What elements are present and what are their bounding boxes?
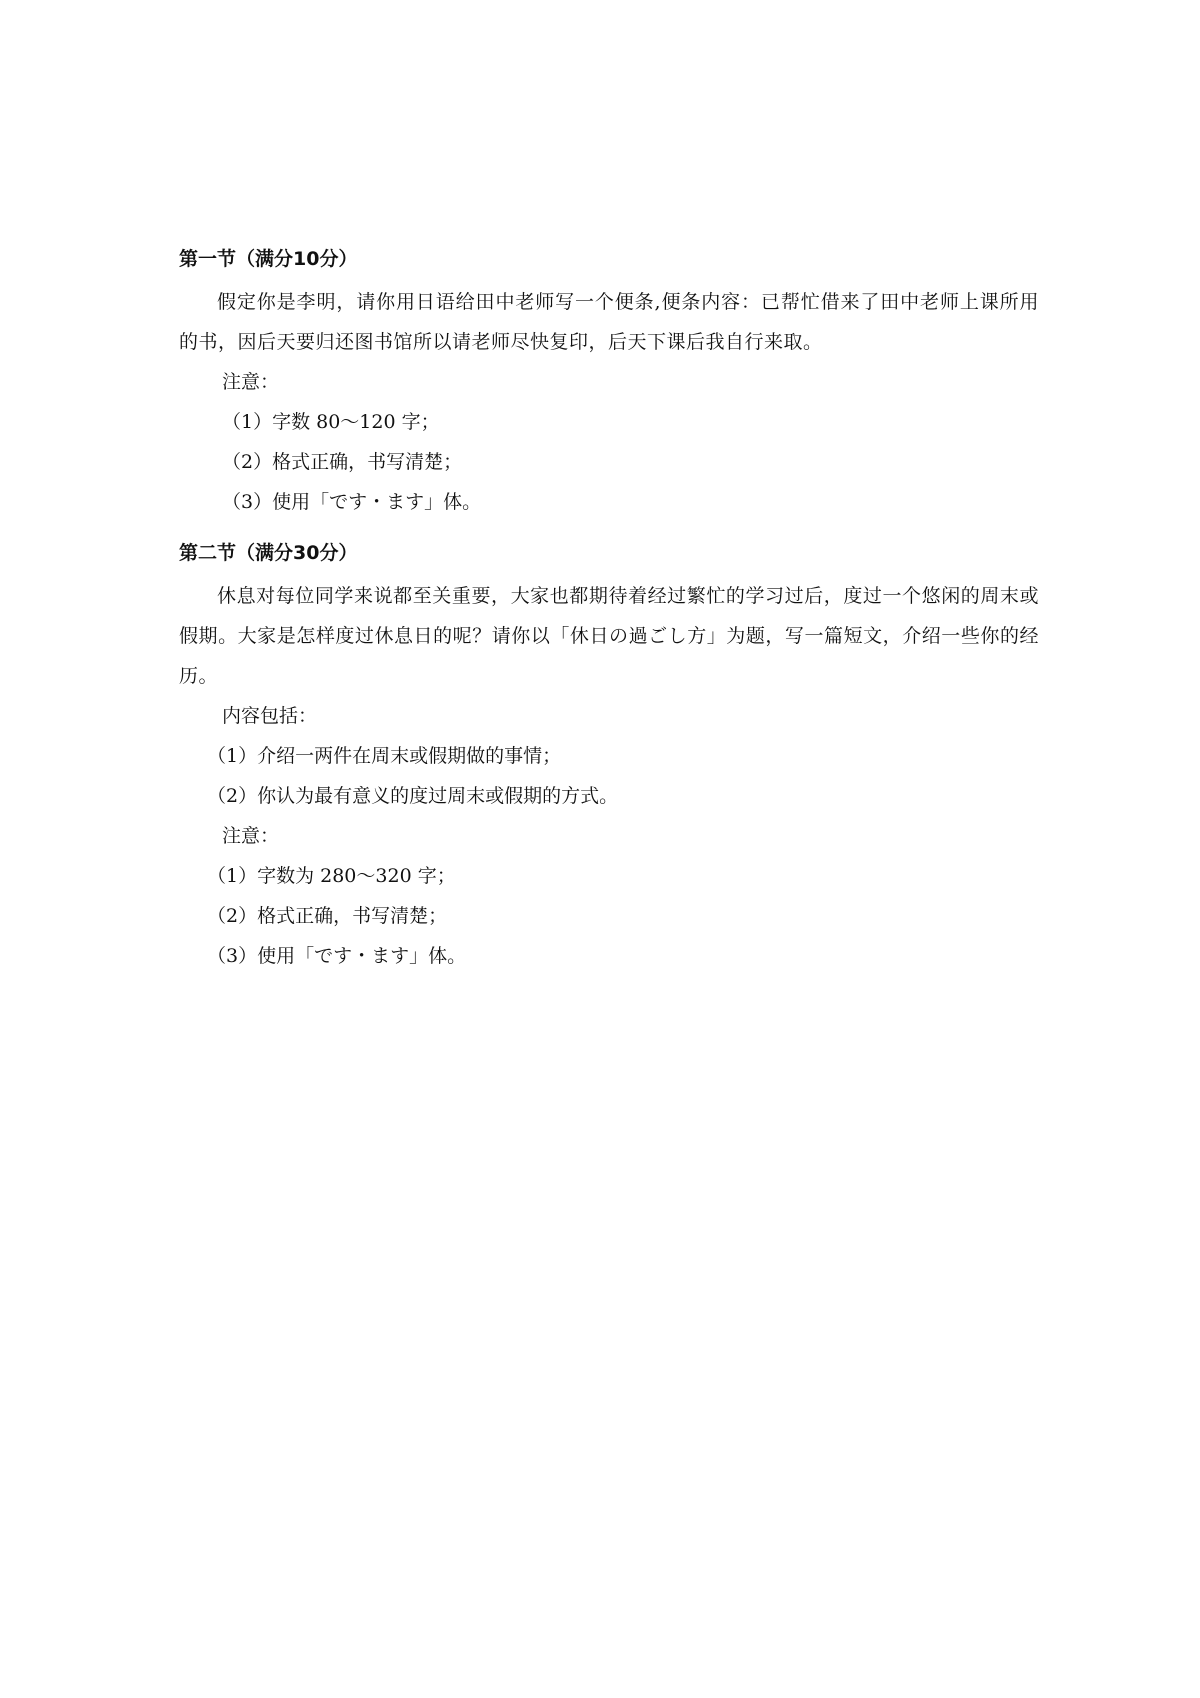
section-two-content-label: 内容包括：	[222, 705, 318, 727]
section-two-note-2: （2）格式正确，书写清楚；	[207, 905, 448, 927]
section-one	[179, 244, 1039, 522]
section-two-note-1: （1）字数为 280～320 字；	[207, 865, 456, 887]
section-one-notice-label: 注意：	[222, 371, 280, 393]
section-one-note-2: （2）格式正确，书写清楚；	[222, 451, 463, 473]
section-two-content-item-2: （2）你认为最有意义的度过周末或假期的方式。	[207, 785, 619, 807]
section-one-note-1: （1）字数 80～120 字；	[222, 411, 440, 433]
section-two-prompt: 休息对每位同学来说都至关重要，大家也都期待着经过繁忙的学习过后，度过一个悠闲的周末或假期。大家是怎样度过休息日的呢？请你以「休日の過ごし方」为题，写一篇短文，介绍一些你的经历。	[179, 585, 1039, 687]
section-one-note-3: （3）使用「です・ます」体。	[222, 491, 482, 513]
section-two-notice-label: 注意：	[222, 825, 280, 847]
writing-task-content	[179, 244, 1039, 976]
section-two-note-3: （3）使用「です・ます」体。	[207, 945, 467, 967]
section-two	[179, 538, 1039, 976]
section-one-prompt: 假定你是李明，请你用日语给田中老师写一个便条,便条内容：已帮忙借来了田中老师上课所用的书，因后天要归还图书馆所以请老师尽快复印，后天下课后我自行来取。	[179, 291, 1039, 353]
section-one-heading: 第一节（满分10分）	[179, 248, 358, 270]
section-two-content-item-1: （1）介绍一两件在周末或假期做的事情；	[207, 745, 562, 767]
section-two-heading: 第二节（满分30分）	[179, 542, 358, 564]
